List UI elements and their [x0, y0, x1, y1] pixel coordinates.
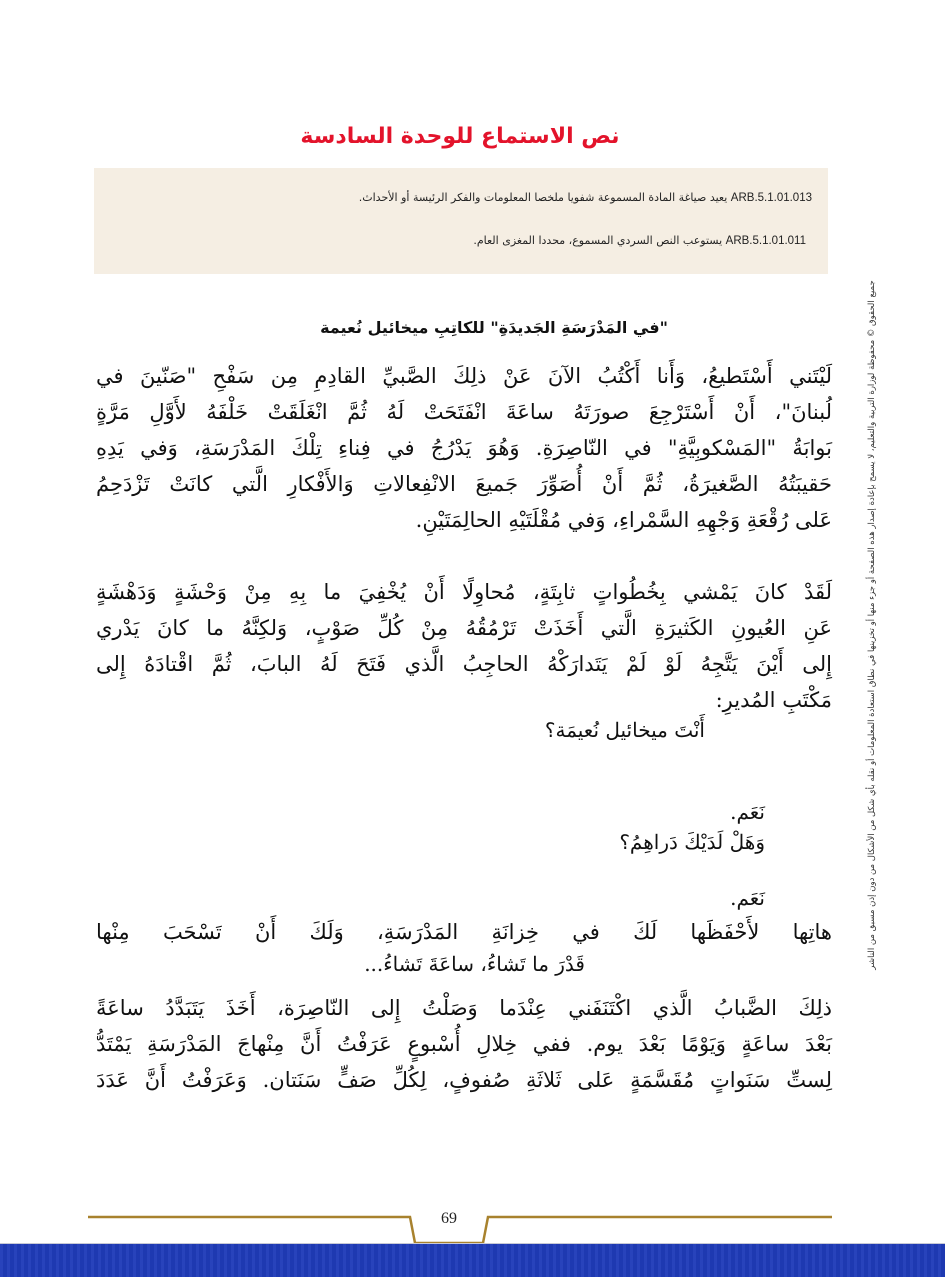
- learning-outcomes-box: [94, 168, 828, 274]
- dialogue-line: نَعَم.: [730, 886, 765, 910]
- story-paragraph-1: [96, 358, 832, 538]
- dialogue-line: نَعَم.: [730, 800, 765, 824]
- text-line: ذلِكَ الضَّبابُ الَّذي اكْتَنَفَني عِنْدَما وَصَلْتُ إِلى النّاصِرَة، أَخَذَ يَتَبَدَّدُ ساعَةً: [96, 996, 832, 1020]
- text-line: لُبنانَ"، أَنْ أَسْتَرْجِعَ صورَتَهُ ساعَةَ انْفَتَحَتْ لَهُ ثُمَّ انْغَلَقَتْ خَلْفَهُ لأَوَّلِ مَرَّةٍ: [96, 400, 832, 424]
- text-line: عَنِ العُيونِ الكَثيرَةِ الَّتي أَخَذَتْ تَرْمُقُهُ مِنْ كُلِّ صَوْبٍ، وَلكِنَّهُ ما كانَ يَدْري: [96, 616, 832, 640]
- copyright-text: جميع الحقوق © محفوظة لوزارة التربية والتعليم، لا يسمح بإعادة إصدار هذه الصفحة أو جزء منها أو تخزينها في نطاق استعادة المعلومات أو نقله بأي شكل من الأشكال من دون إذن مسبق من الناشر: [867, 280, 877, 970]
- dialogue-long-line: [96, 914, 832, 950]
- text-line: لَقَدْ كانَ يَمْشي بِخُطُواتٍ ثابِتَةٍ، مُحاوِلًا أَنْ يُخْفِيَ ما بِهِ مِنْ وَحْشَةٍ وَدَهْشَةٍ: [96, 580, 832, 604]
- text-line: مَكْتَبِ المُديرِ:: [715, 688, 832, 712]
- dialogue-line: وَهَلْ لَدَيْكَ دَراهِمُ؟: [619, 830, 765, 854]
- dialogue-line: أَنْتَ ميخائيل نُعيمَة؟: [544, 718, 705, 742]
- text-line: حَقيبَتُهُ الصَّغيرَةُ، ثُمَّ أَنْ أُصَوِّرَ جَميعَ الانْفِعالاتِ وَالأَفْكارِ الَّتي كانَتْ تَزْدَحِمُ: [96, 472, 832, 496]
- bottom-decorative-band: [0, 1243, 945, 1277]
- page-number: 69: [441, 1210, 457, 1227]
- outcome-text: يعيد صياغة المادة المسموعة شفويا ملخصا المعلومات والفكر الرئيسة أو الأحداث.: [358, 191, 728, 204]
- dialogue-line: قَدْرَ ما تَشاءُ، ساعَةَ تَشاءُ...: [364, 952, 585, 976]
- text-line: بَعْدَ ساعَةٍ وَيَوْمًا بَعْدَ يوم. ففي خِلالِ أُسْبوعٍ عَرَفْتُ أَنَّ مِنْهاجَ المَدْرَسَةِ يَمْتَدُّ: [96, 1032, 832, 1056]
- text-line: هاتِها لأَحْفَظَها لَكَ في خِزانَةِ المَدْرَسَةِ، وَلَكَ أَنْ تَسْحَبَ مِنْها: [96, 920, 832, 944]
- text-line: لِستِّ سَنَواتٍ مُقَسَّمَةٍ عَلى ثَلاثَةِ صُفوفٍ، لِكُلِّ صَفٍّ سَنَتان. وَعَرَفْتُ أَنَّ عَدَدَ: [96, 1068, 832, 1092]
- text-line: لَيْتَني أَسْتَطيعُ، وَأَنا أَكْتُبُ الآنَ عَنْ ذلِكَ الصَّبيِّ القادِمِ مِن سَفْحِ "صَنّينَ في: [96, 364, 832, 388]
- text-line: بَوابَةُ "المَسْكوبِيَّةِ" في النّاصِرَةِ. وَهُوَ يَدْرُجُ في فِناءِ تِلْكَ المَدْرَسَةِ، وَفي يَدِهِ: [96, 436, 832, 460]
- text-line: إِلى أَيْنَ يَتَّجِهُ لَوْ لَمْ يَتَدارَكْهُ الحاجِبُ الَّذي فَتَحَ لَهُ البابَ، ثُمَّ اقْتادَهُ إِلى: [96, 652, 832, 676]
- story-paragraph-2: [96, 574, 832, 718]
- copyright-note: [862, 270, 882, 980]
- page-title: نص الاستماع للوحدة السادسة: [300, 124, 620, 149]
- outcome-code: ARB.5.1.01.013: [730, 192, 812, 204]
- band-pattern: [0, 1244, 945, 1277]
- story-paragraph-3: [96, 990, 832, 1098]
- learning-outcome: [359, 191, 812, 204]
- outcome-code: ARB.5.1.01.011: [725, 235, 806, 247]
- text-line: عَلى رُقْعَةِ وَجْهِهِ السَّمْراءِ، وَفي مُقْلَتَيْهِ الحالِمَتَيْنِ.: [415, 508, 832, 532]
- learning-outcome: [473, 234, 806, 247]
- outcome-text: يستوعب النص السردي المسموع، محددا المغزى العام.: [473, 234, 723, 247]
- story-heading: "في المَدْرَسَةِ الجَديدَةِ" للكاتِبِ ميخائيل نُعيمة: [320, 318, 668, 337]
